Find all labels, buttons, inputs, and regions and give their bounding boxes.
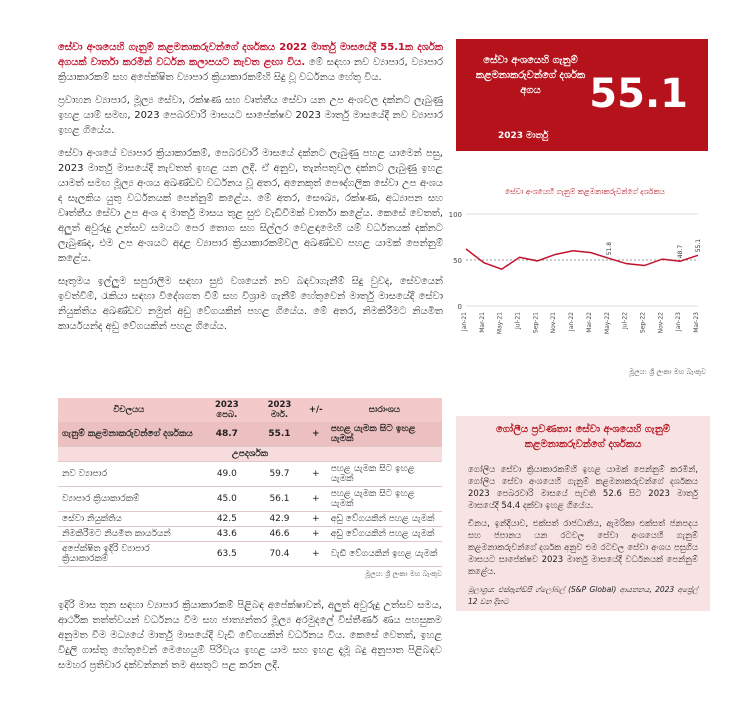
lead-rest: මේ සඳහා නව ව්‍යාපාර, ව්‍යාපාර ක්‍රියාකාරකම් සහ අපේක්ෂිත ව්‍යාපාර ක්‍රියාකාරකම්හි සිදු වූ වර්ධනය හේතු විය. bbox=[58, 57, 443, 83]
pmi-table bbox=[58, 398, 442, 579]
cell-summary: වැඩි වේගයකින් ඉහළ යැමක් bbox=[330, 549, 438, 559]
side-para-2: චීනය, ඉන්දියාව, එක්සත් රාජධානිය, ඇමරිකා එක්සත් ජනපදය සහ ජපානය යන රටවල සේවා අංශයෙහි ගැනුම් කළමනාකරුවන්ගේ දර්ශක අනුව එම රටවල සේවා අංශය පසුගිය මාසයට සාපේක්ෂව 2023 මාර්තු මාසයේදී වර්ධනයක් පෙන්නුම් කළේය. bbox=[468, 519, 698, 577]
table-row bbox=[58, 487, 442, 512]
chart-title: සේවා අංශයෙහි ගැනුම් කළමනාකරුවන්ගේ දර්ශකය bbox=[505, 187, 665, 196]
series-line bbox=[466, 249, 698, 269]
cell-summary: අඩු වේගයකින් පහළ යැමක් bbox=[330, 514, 435, 524]
x-tick-label: Jul-22 bbox=[621, 312, 629, 330]
x-tick-label: Mar-23 bbox=[693, 312, 700, 333]
cell-feb: 45.0 bbox=[216, 494, 237, 504]
box-value: 55.1 bbox=[589, 71, 688, 117]
cell-feb: 48.7 bbox=[200, 422, 254, 447]
paragraph-2: සේවා අංශයේ ව්‍යාපාර ක්‍රියාකාරකම්, පෙබරවාරි මාසයේ දක්නට ලැබුණු පහළ යාමෙන් පසු, 2023 මාර්තු මාසයේදී නැවතත් ඉහළ යන ලදී. ඒ අනුව, තැන්පතුවල දක්නට ලැබුණු ඉහළ යාමත් සමඟ මූල්‍ය අංශය අඛණ්ඩව වර්ධනය වූ අතර, අනෙකුත් පෞද්ගලික සේවා උප අංශය ද සැලකිය යුතු වර්ධනයක් පෙන්නුම් කළේය. මේ අතර, සෞඛ්‍ය, රක්ෂණ, අධ්‍යාපන සහ වෘත්තීය සේවා උප අංශ ද මාර්තු මාසය තුළ සුළු වැඩිවීමක් වාර්තා කළේය. කෙසේ වෙතත්, අලුත් අවුරුදු උත්සව සමයට පෙර තොග සහ සිල්ලර වෙළඳාමෙහි යම් වර්ධනයක් දක්නට ලැබුණද, එම උප අංශයට අදාළ ව්‍යාපාර ක්‍රියාකාරකම්වල අඛණ්ඩව පහළ යාමක් පෙන්නුම් කළේය. bbox=[58, 148, 443, 264]
chart-svg bbox=[440, 182, 710, 372]
x-tick-label: Sep-22 bbox=[639, 312, 647, 334]
cell-sign: + bbox=[312, 514, 320, 524]
table-row bbox=[58, 512, 442, 527]
y-tick-label: 100 bbox=[448, 211, 462, 219]
cell-name: ගැනුම් කළමනාකරුවන්ගේ දර්ශකය bbox=[58, 422, 200, 447]
cell-mar: 56.1 bbox=[269, 494, 290, 504]
cell-mar: 42.9 bbox=[269, 514, 290, 524]
x-tick-label: Sep-21 bbox=[532, 312, 540, 334]
lead-highlight: සේවා අංශයෙහි ගැනුම් කළමනාකරුවන්ගේ දර්ශකය 2022 මාර්තු මාසයේදී 55.1ක දර්ශක අගයක් වාර්තා කරමින් වර්ධන කලාපයට නැවත ළඟා විය. bbox=[58, 42, 443, 68]
x-tick-label: Jul-21 bbox=[514, 312, 522, 330]
table-row-main bbox=[58, 422, 442, 447]
th-sign: +/- bbox=[305, 398, 327, 422]
cell-mar: 70.4 bbox=[269, 549, 290, 559]
pmi-chart bbox=[440, 182, 710, 376]
x-tick-label: May-21 bbox=[496, 312, 504, 335]
x-tick-label: Nov-22 bbox=[657, 312, 665, 334]
box-title: සේවා අංශයෙහි ගැනුම් කළමනාකරුවන්ගේ දර්ශක අගය bbox=[475, 55, 586, 96]
x-tick-label: Nov-21 bbox=[550, 312, 558, 334]
subheader-label: උපදර්ශක bbox=[58, 447, 442, 462]
x-tick-label: Jan-23 bbox=[675, 312, 683, 332]
cell-name: නිමකිරීමට නියමිත කාර්යයන් bbox=[62, 529, 171, 539]
cell-summary: පහළ යැමක සිට ඉහළ යැමක් bbox=[330, 464, 415, 484]
cell-sign: + bbox=[312, 494, 320, 504]
x-tick-label: Jan-22 bbox=[568, 312, 576, 332]
cell-mar: 59.7 bbox=[269, 469, 290, 479]
side-source: මූලාශ්‍රය: එස්ඇන්ඩ්පී ග්ලෝබල් (S&P Global) ආයතනය, 2023 අප්‍රේල් 12 වන දිනට bbox=[468, 585, 698, 606]
y-tick-label: 0 bbox=[457, 303, 462, 311]
table-row bbox=[58, 527, 442, 542]
cell-sign: + bbox=[312, 549, 320, 559]
lead-paragraph bbox=[58, 40, 443, 85]
x-tick-label: Jan-21 bbox=[461, 312, 468, 332]
cell-name: අපේක්ෂිත ඉදිරි ව්‍යාපාර ක්‍රියාකාරකම් bbox=[62, 544, 150, 564]
global-trends-box bbox=[456, 416, 710, 611]
side-para-1: ගෝලීය සේවා ක්‍රියාකාරකම්හි ඉහළ යාමක් පෙන්නුම් කරමින්, ගෝලීය සේවා අංශයෙහි ගැනුම් කළමනාකරුවන්ගේ දර්ශකය 2023 පෙබරවාරි මාසයේ පැවති 52.6 සිට 2023 මාර්තු මාසයේදී 54.4 දක්වා ඉහළ ගියේය. bbox=[468, 465, 698, 511]
cell-summary: පහළ යැමක සිට ඉහළ යැමක් bbox=[327, 422, 442, 447]
cell-mar: 46.6 bbox=[269, 529, 290, 539]
th-mar: 2023 මාර්. bbox=[254, 398, 305, 422]
th-summary: සාරාංශය bbox=[327, 398, 442, 422]
x-tick-label: Mar-21 bbox=[478, 312, 486, 333]
paragraph-1: ප්‍රවාහන ව්‍යාපාර, මූල්‍ය සේවා, රක්ෂණ සහ වෘත්තීය සේවා යන උප අංශවල දක්නට ලැබුණු ඉහළ යාම් සමඟ, 2023 පෙබරවාරි මාසයට සාපේක්ෂව 2023 මාර්තු මාසයේදී නව ව්‍යාපාර ඉහළ ගියේය. bbox=[58, 95, 443, 136]
cell-summary: පහළ යැමක සිට ඉහළ යැමක් bbox=[330, 489, 415, 509]
box-date: 2023 මාර්තු bbox=[498, 131, 549, 141]
cell-feb: 49.0 bbox=[216, 469, 237, 479]
data-label: 51.8 bbox=[605, 241, 613, 256]
cell-feb: 42.5 bbox=[216, 514, 237, 524]
chart-source: මූලය: ශ්‍රී ලංකා මහ බැංකුව bbox=[629, 368, 706, 376]
cell-sign: + bbox=[312, 529, 320, 539]
cell-feb: 63.5 bbox=[216, 549, 237, 559]
table-row bbox=[58, 462, 442, 487]
side-title: ගෝලීය ප්‍රවණතා: සේවා අංශයෙහි ගැනුම් කළමනාකරුවන්ගේ දර්ශකය bbox=[495, 424, 671, 450]
table-source: මූලය: ශ්‍රී ලංකා මහ බැංකුව bbox=[365, 570, 442, 578]
data-label: 55.1 bbox=[695, 238, 702, 253]
x-tick-label: May-22 bbox=[603, 312, 611, 335]
th-feb: 2023 පෙබ. bbox=[200, 398, 254, 422]
cell-name: නව ව්‍යාපාර bbox=[62, 469, 108, 479]
x-tick-label: Mar-22 bbox=[585, 312, 593, 333]
cell-name: ව්‍යාපාර ක්‍රියාකාරකම් bbox=[62, 494, 140, 504]
y-tick-label: 50 bbox=[453, 257, 462, 265]
cell-mar: 55.1 bbox=[254, 422, 305, 447]
cell-summary: අඩු වේගයකින් පහළ යැමක් bbox=[330, 529, 435, 539]
pmi-value-box bbox=[456, 39, 708, 151]
main-text bbox=[58, 40, 443, 342]
th-variable: විචලයය bbox=[58, 398, 200, 422]
table-subheader bbox=[58, 447, 442, 462]
cell-sign: + bbox=[305, 422, 327, 447]
cell-sign: + bbox=[312, 469, 320, 479]
bottom-paragraph: ඉදිරි මාස තුන සඳහා ව්‍යාපාර ක්‍රියාකාරකම් පිළිබඳ අපේක්ෂාවන්, අලුත් අවුරුදු උත්සව සමය, ආර්ථික තත්ත්වයන් වර්ධනය වීම සහ ජාත්‍යන්තර මූල්‍ය අරමුදලේ විස්තීර්ණ ණය පහසුකම අනුමත වීම මධ්‍යයේ මාර්තු මාසයේදී වැඩි වේගයකින් වර්ධනය විය. කෙසේ වෙතත්, ඉහළ විදුලි ගාස්තු හේතුවෙන් මෙහෙයුම් පිරිවැය ඉහළ යාම සහ ඉහළ දැමූ බදු අනුපාත පිළිබඳව සමහර ප්‍රතිචාර දක්වන්නන් තම අසතුට පළ කරන ලදී. bbox=[58, 600, 442, 671]
cell-name: සේවා නියුක්තිය bbox=[62, 514, 122, 524]
data-label: 48.7 bbox=[677, 244, 685, 259]
cell-feb: 43.6 bbox=[216, 529, 237, 539]
table-row bbox=[58, 542, 442, 567]
bottom-text bbox=[58, 598, 442, 681]
paragraph-3: සෑතුමය ඉල්ලුම සපුරාලීම සඳහා සුළු වශයෙන් නව බඳවාගැනීම් සිදු වුවද, සේවයෙන් ඉවත්වීම්, රැකියා සඳහා විදේශගත වීම් සහ විශ්‍රාම ගැනීම් හේතුවෙන් මාර්තු මාසයේදී සේවා නියුක්තිය අඛණ්ඩව නමුත් අඩු වේගයකින් පහළ ගියේය. මේ අතර, නිමකිරීමට නියමිත කාර්යයන්ද අඩු වේගයකින් පහළ ගියේය. bbox=[58, 276, 443, 332]
